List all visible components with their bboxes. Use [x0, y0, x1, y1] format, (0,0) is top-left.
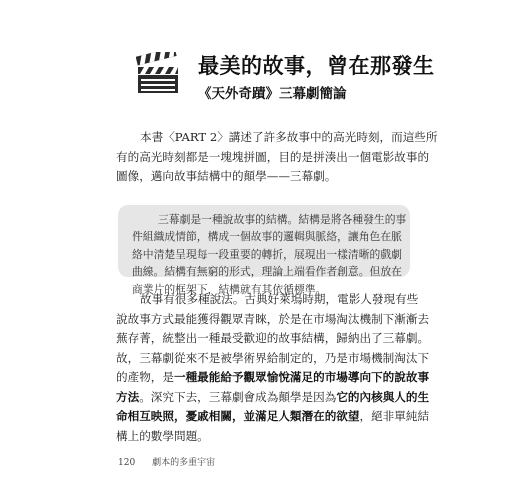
text-line: 本書〈PART 2〉講述了許多故事中的高光時刻，而這些所: [140, 130, 438, 144]
text-line: 有的高光時刻都是一塊塊拼圖，目的是拼湊出一個電影故事的: [116, 149, 430, 164]
text-line: [116, 368, 430, 388]
callout-line: 件組織成情節，構成一個故事的邏輯與脈絡，讓角色在脈: [132, 230, 402, 244]
callout-box: [118, 205, 410, 296]
body-paragraph-2: [116, 290, 430, 446]
emphasis-text: 它的內核與人的生: [336, 389, 430, 404]
running-book-title: 劇本的多重宇宙: [152, 458, 216, 468]
emphasis-text: 方法: [116, 389, 140, 404]
emphasis-text: 命相互映照，憂戚相關，並滿足人類潛在的欲望: [116, 409, 360, 423]
text-run: ，絕非單純結: [359, 409, 430, 423]
clapperboard-icon: [136, 52, 180, 94]
text-run: 的產物，是: [116, 370, 174, 384]
text-line: [116, 388, 430, 408]
text-line: 構上的數學問題。: [116, 428, 209, 443]
text-line: 說故事方式最能獲得觀眾青睞，於是在市場淘汰機制下漸漸去: [116, 311, 430, 326]
body-paragraph-1: [116, 128, 438, 187]
callout-line: 絡中清楚呈現每一段重要的轉折，展現出一樣清晰的戲劇: [132, 247, 402, 261]
callout-line: 三幕劇是一種說故事的結構。結構是將各種發生的事: [158, 213, 407, 226]
text-line: 蕪存菁，統整出一種最受歡迎的故事結構，歸納出了三幕劇。: [116, 331, 430, 345]
text-line: 故事有很多種說法。古典好萊塢時期，電影人發現有些: [140, 292, 419, 306]
chapter-title: 最美的故事，曾在那發生: [198, 54, 435, 78]
callout-line: 曲線。結構有無窮的形式，理論上端看作者創意。但放在: [132, 265, 402, 279]
text-line: 故，三幕劇從來不是被學術界給制定的，乃是市場機制淘汰下: [116, 350, 430, 365]
text-line: [116, 407, 430, 427]
page-footer: [118, 455, 215, 468]
page-number: 120: [118, 458, 136, 468]
text-run: 。深究下去，三幕劇會成為顛學是因為: [139, 389, 337, 404]
callout-line: 商業片的框架下，結構就有其依循標準。: [132, 282, 327, 296]
chapter-subtitle: 《天外奇蹟》三幕劇簡論: [198, 86, 347, 102]
text-line: 圖像，邁向故事結構中的顛學——三幕劇。: [116, 169, 337, 183]
emphasis-text: 一種最能給予觀眾愉悅滿足的市場導向下的說故事: [173, 370, 430, 384]
